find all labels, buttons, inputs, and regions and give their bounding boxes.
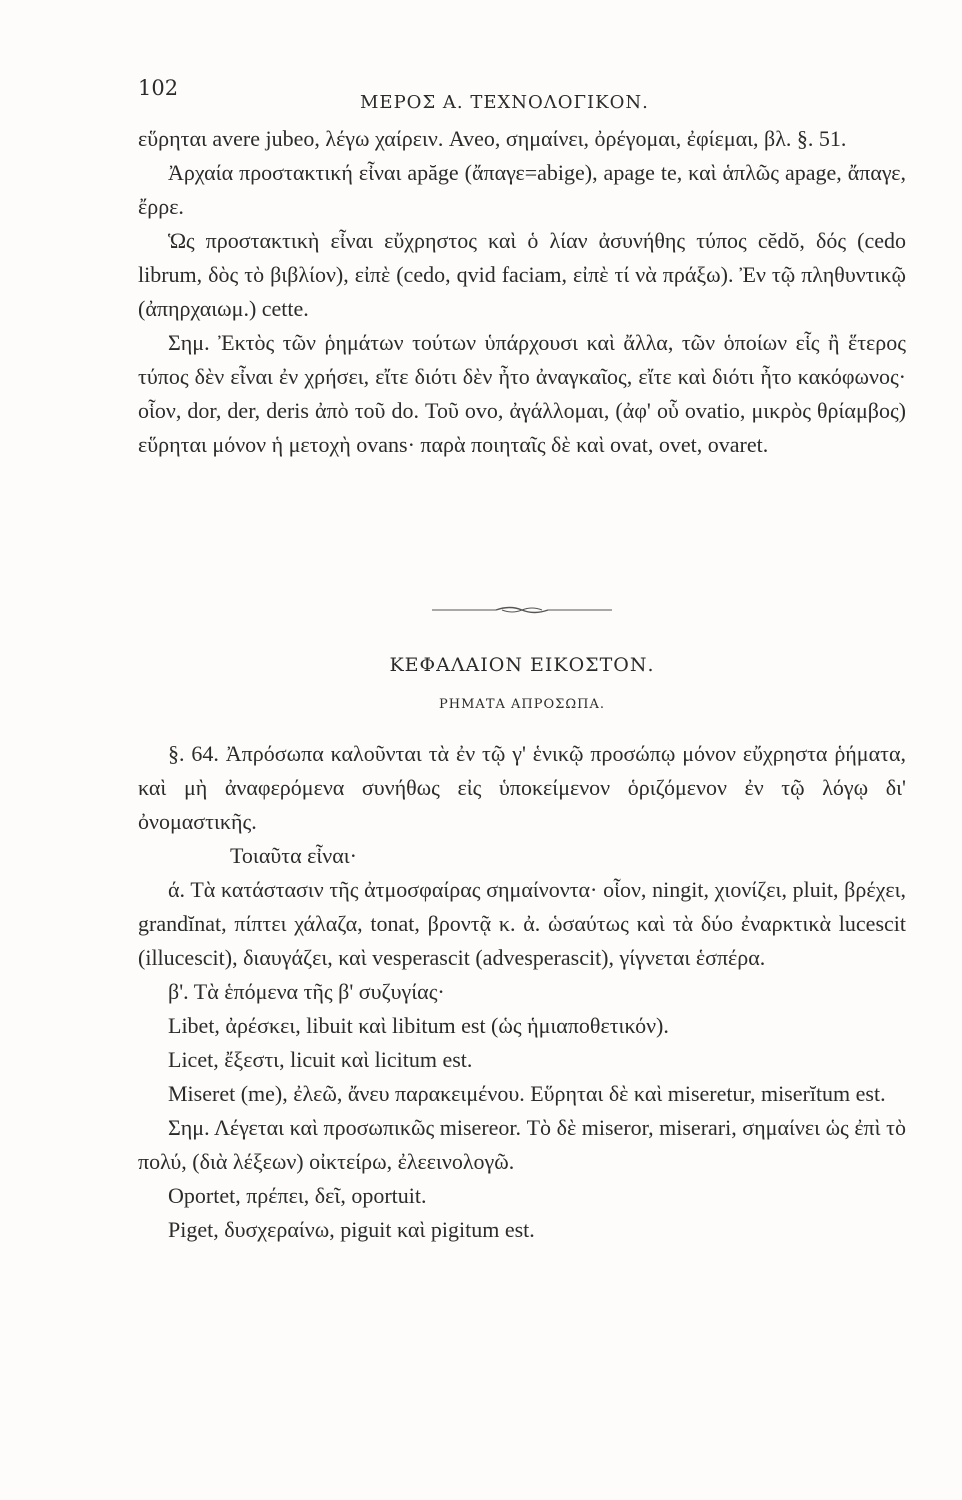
section-64-paragraph: §. 64. Ἀπρόσωπα καλοῦνται τὰ ἐν τῷ γ' ἑνικῷ προσώπῳ μόνον εὔχρηστα ῥήματα, καὶ μὴ ἀναφερόμενα συνήθως εἰς ὑποκείμενον ὁριζόμενον ἐν τῷ λόγῳ δι' ὀνομαστικῆς. bbox=[138, 741, 906, 834]
entry-piget: Piget, δυσχεραίνω, piguit καὶ pigitum est. bbox=[168, 1217, 535, 1242]
such-are-label: Τοιαῦτα εἶναι· bbox=[230, 843, 358, 868]
page-header bbox=[138, 70, 898, 113]
entry-licet: Licet, ἔξεστι, licuit καὶ licitum est. bbox=[168, 1047, 473, 1072]
weather-verbs-paragraph: ά. Τὰ κατάστασιν τῆς ἀτμοσφαίρας σημαίνοντα· οἷον, ningit, χιονίζει, pluit, βρέχει, grandĭnat, πίπτει χάλαζα, tonat, βροντᾷ κ. ἀ. ὡσαύτως καὶ τὰ δύο ἐναρκτικὰ lucescit (illucescit), διαυγάζει, καὶ vesperascit (advesperascit), γίγνεται ἑσπέρα. bbox=[138, 877, 906, 970]
top-text-block bbox=[138, 122, 906, 462]
second-conjugation-label: β'. Τὰ ἑπόμενα τῆς β' συζυγίας· bbox=[168, 979, 445, 1004]
chapter-title: ΚΕΦΑΛΑΙΟΝ ΕΙΚΟΣΤΟΝ. bbox=[389, 654, 655, 676]
bottom-text-block bbox=[138, 737, 906, 1247]
entry-libet: Libet, ἀρέσκει, libuit καὶ libitum est (ὡς ἡμιαποθετικόν). bbox=[168, 1013, 669, 1038]
entry-miseret: Miseret (me), ἐλεῶ, ἄνευ παρακειμένου. Εὕρηται δὲ καὶ miseretur, miserĭtum est. bbox=[168, 1081, 886, 1106]
paragraph-cedo: Ὡς προστακτικὴ εἶναι εὔχρηστος καὶ ὁ λίαν ἀσυνήθης τύπος cĕdŏ, δός (cedo librum, δὸς τὸ βιβλίον), εἰπὲ (cedo, qvid faciam, εἰπὲ τί νὰ πράξω). Ἐν τῷ πληθυντικῷ (ἀπηρχαιωμ.) cette. bbox=[138, 228, 906, 321]
paragraph-continuation: εὕρηται avere jubeo, λέγω χαίρειν. Aveo, σημαίνει, ὀρέγομαι, ἐφίεμαι, βλ. §. 51. bbox=[138, 126, 847, 151]
note-paragraph: Σημ. Ἐκτὸς τῶν ῥημάτων τούτων ὑπάρχουσι καὶ ἄλλα, τῶν ὁποίων εἷς ἢ ἕτερος τύπος δὲν εἶναι ἐν χρήσει, εἴτε διότι δὲν ἦτο ἀναγκαῖος, εἴτε καὶ διότι ἦτο κακόφωνος· οἷον, dor, der, deris ἀπὸ τοῦ do. Τοῦ ovo, ἀγάλλομαι, (ἀφ' οὗ ovatio, μικρὸς θρίαμβος) εὕρηται μόνον ἡ μετοχὴ ovans· παρὰ ποιηταῖς δὲ καὶ ovat, ovet, ovaret. bbox=[138, 330, 906, 457]
entry-oportet: Oportet, πρέπει, δεῖ, oportuit. bbox=[168, 1183, 427, 1208]
page-number: 102 bbox=[138, 76, 179, 100]
running-head: ΜΕΡΟΣ Α. ΤΕΧΝΟΛΟΓΙΚΟΝ. bbox=[360, 92, 649, 113]
chapter-subtitle: ΡΗΜΑΤΑ ΑΠΡΟΣΩΠΑ. bbox=[439, 697, 605, 712]
note-misereor: Σημ. Λέγεται καὶ προσωπικῶς misereor. Τὸ δὲ miseror, miserari, σημαίνει ὡς ἐπὶ τὸ πολύ, (διὰ λέξεων) οἰκτείρω, ἐλεεινολογῶ. bbox=[138, 1115, 906, 1174]
paragraph-apage: Ἀρχαία προστακτική εἶναι apăge (ἄπαγε=abige), apage te, καὶ ἁπλῶς apage, ἄπαγε, ἔρρε. bbox=[138, 160, 906, 219]
ornamental-divider bbox=[432, 605, 612, 615]
